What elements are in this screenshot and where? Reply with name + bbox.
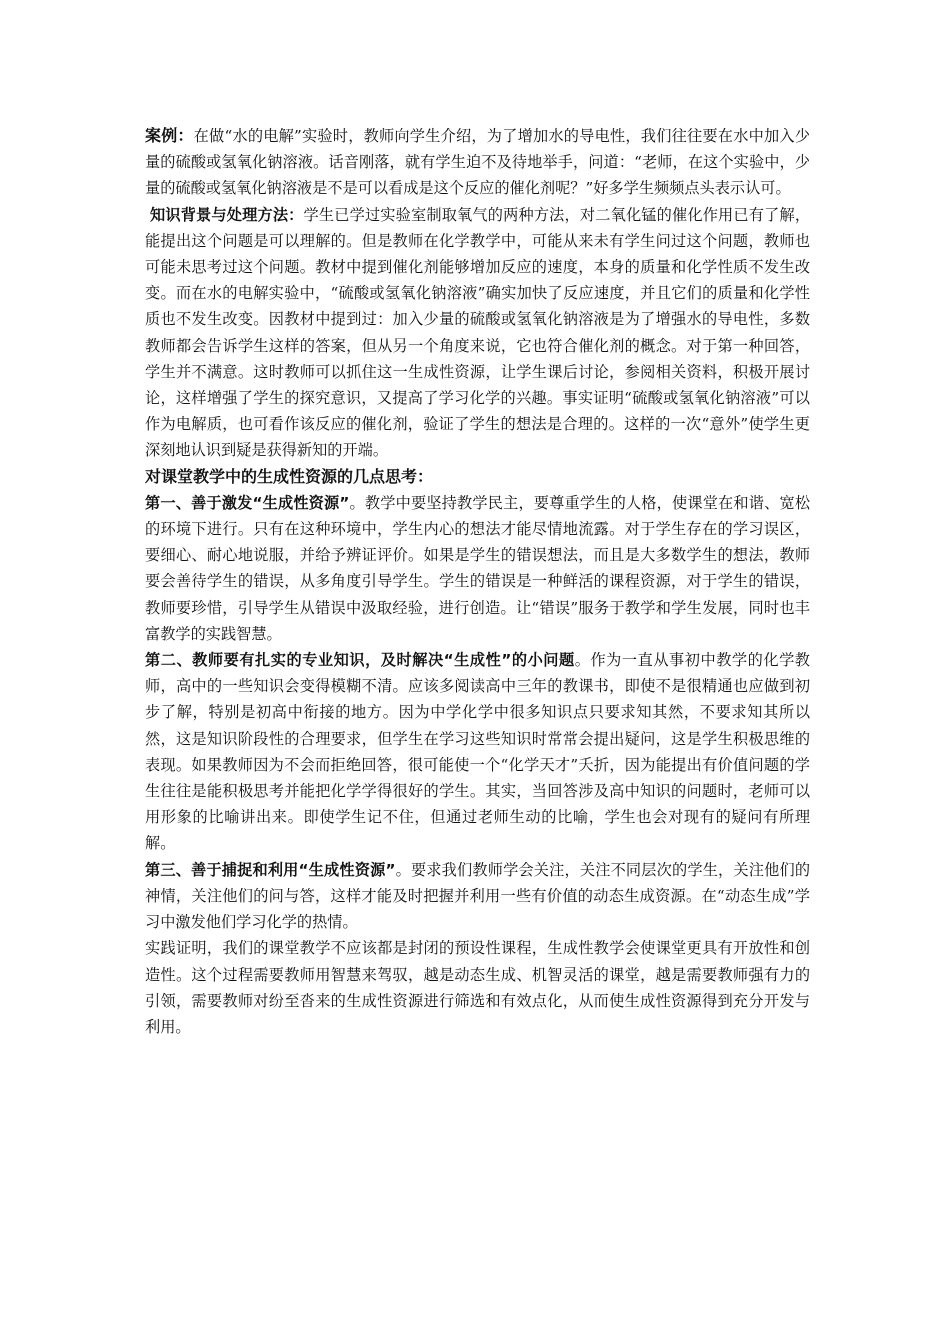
point-2-lead: 第二、教师要有扎实的专业知识，及时解决“生成性”的小问题 [145, 651, 575, 670]
point-3-text: 。要求我们教师学会关注，关注不同层次的学生，关注他们的神情，关注他们的问与答，这样才能及时把握并利用一些有价值的动态生成资源。在“动态生成”学习中激发他们学习化学的热情。 [145, 860, 811, 932]
point-3-lead: 第三、善于捕捉和利用“生成性资源” [145, 860, 396, 879]
point-2-paragraph [145, 647, 810, 857]
background-label: 知识背景与处理方法： [150, 205, 304, 224]
document-body [145, 123, 810, 1040]
point-1-paragraph [145, 490, 810, 647]
conclusion-paragraph: 实践证明，我们的课堂教学不应该都是封闭的预设性课程，生成性教学会使课堂更具有开放性和创造性。这个过程需要教师用智慧来驾驭，越是动态生成、机智灵活的课堂，越是需要教师强有力的引领，需要教师对纷至沓来的生成性资源进行筛选和有效点化，从而使生成性资源得到充分开发与利用。 [145, 939, 810, 1036]
case-paragraph [145, 123, 810, 202]
background-text: 学生已学过实验室制取氧气的两种方法，对二氧化锰的催化作用已有了解，能提出这个问题是可以理解的。但是教师在化学教学中，可能从来未有学生问过这个问题，教师也可能未思考过这个问题。教材中提到催化剂能够增加反应的速度，本身的质量和化学性质不发生改变。而在水的电解实验中，“硫酸或氢氧化钠溶液”确实加快了反应速度，并且它们的质量和化学性质也不发生改变。因教材中提到过：加入少量的硫酸或氢氧化钠溶液是为了增强水的导电性，多数教师都会告诉学生这样的答案，但从另一个角度来说，它也符合催化剂的概念。对于第一种回答，学生并不满意。这时教师可以抓住这一生成性资源，让学生课后讨论，参阅相关资料，积极开展讨论，这样增强了学生的探究意识，又提高了学习化学的兴趣。事实证明“硫酸或氢氧化钠溶液”可以作为电解质，也可看作该反应的催化剂，验证了学生的想法是合理的。这样的一次“意外”使学生更深刻地认识到疑是获得新知的开端。 [145, 205, 811, 460]
point-1-text: 。教学中要坚持教学民主，要尊重学生的人格，使课堂在和谐、宽松的环境下进行。只有在这种环境中，学生内心的想法才能尽情地流露。对于学生存在的学习误区，要细心、耐心地说服，并给予辨证评价。如果是学生的错误想法，而且是大多数学生的想法，教师要会善待学生的错误，从多角度引导学生。学生的错误是一种鲜活的课程资源，对于学生的错误，教师要珍惜，引导学生从错误中汲取经验，进行创造。让“错误”服务于教学和学生发展，同时也丰富教学的实践智慧。 [145, 493, 811, 643]
section-heading: 对课堂教学中的生成性资源的几点思考： [145, 466, 434, 486]
point-2-text: 。作为一直从事初中教学的化学教师，高中的一些知识会变得模糊不清。应该多阅读高中三年的教课书，即使不是很精通也应做到初步了解，特别是初高中衔接的地方。因为中学化学中很多知识点只要求知其然，不要求知其所以然，这是知识阶段性的合理要求，但学生在学习这些知识时常常会提出疑问，这是学生积极思维的表现。如果教师因为不会而拒绝回答，很可能使一个“化学天才”夭折，因为能提出有价值问题的学生往往是能积极思考并能把化学学得很好的学生。其实，当回答涉及高中知识的问题时，老师可以用形象的比喻讲出来。即使学生记不住，但通过老师生动的比喻，学生也会对现有的疑问有所理解。 [145, 651, 810, 853]
background-paragraph [145, 202, 810, 464]
case-text: 在做“水的电解”实验时，教师向学生介绍，为了增加水的导电性，我们往往要在水中加入少量的硫酸或氢氧化钠溶液。话音刚落，就有学生迫不及待地举手，问道：“老师，在这个实验中，少量的硫酸或氢氧化钠溶液是不是可以看成是这个反应的催化剂呢？”好多学生频频点头表示认可。 [145, 127, 810, 198]
point-3-paragraph [145, 857, 810, 936]
case-label: 案例： [145, 126, 194, 145]
point-1-lead: 第一、善于激发“生成性资源” [145, 493, 350, 512]
